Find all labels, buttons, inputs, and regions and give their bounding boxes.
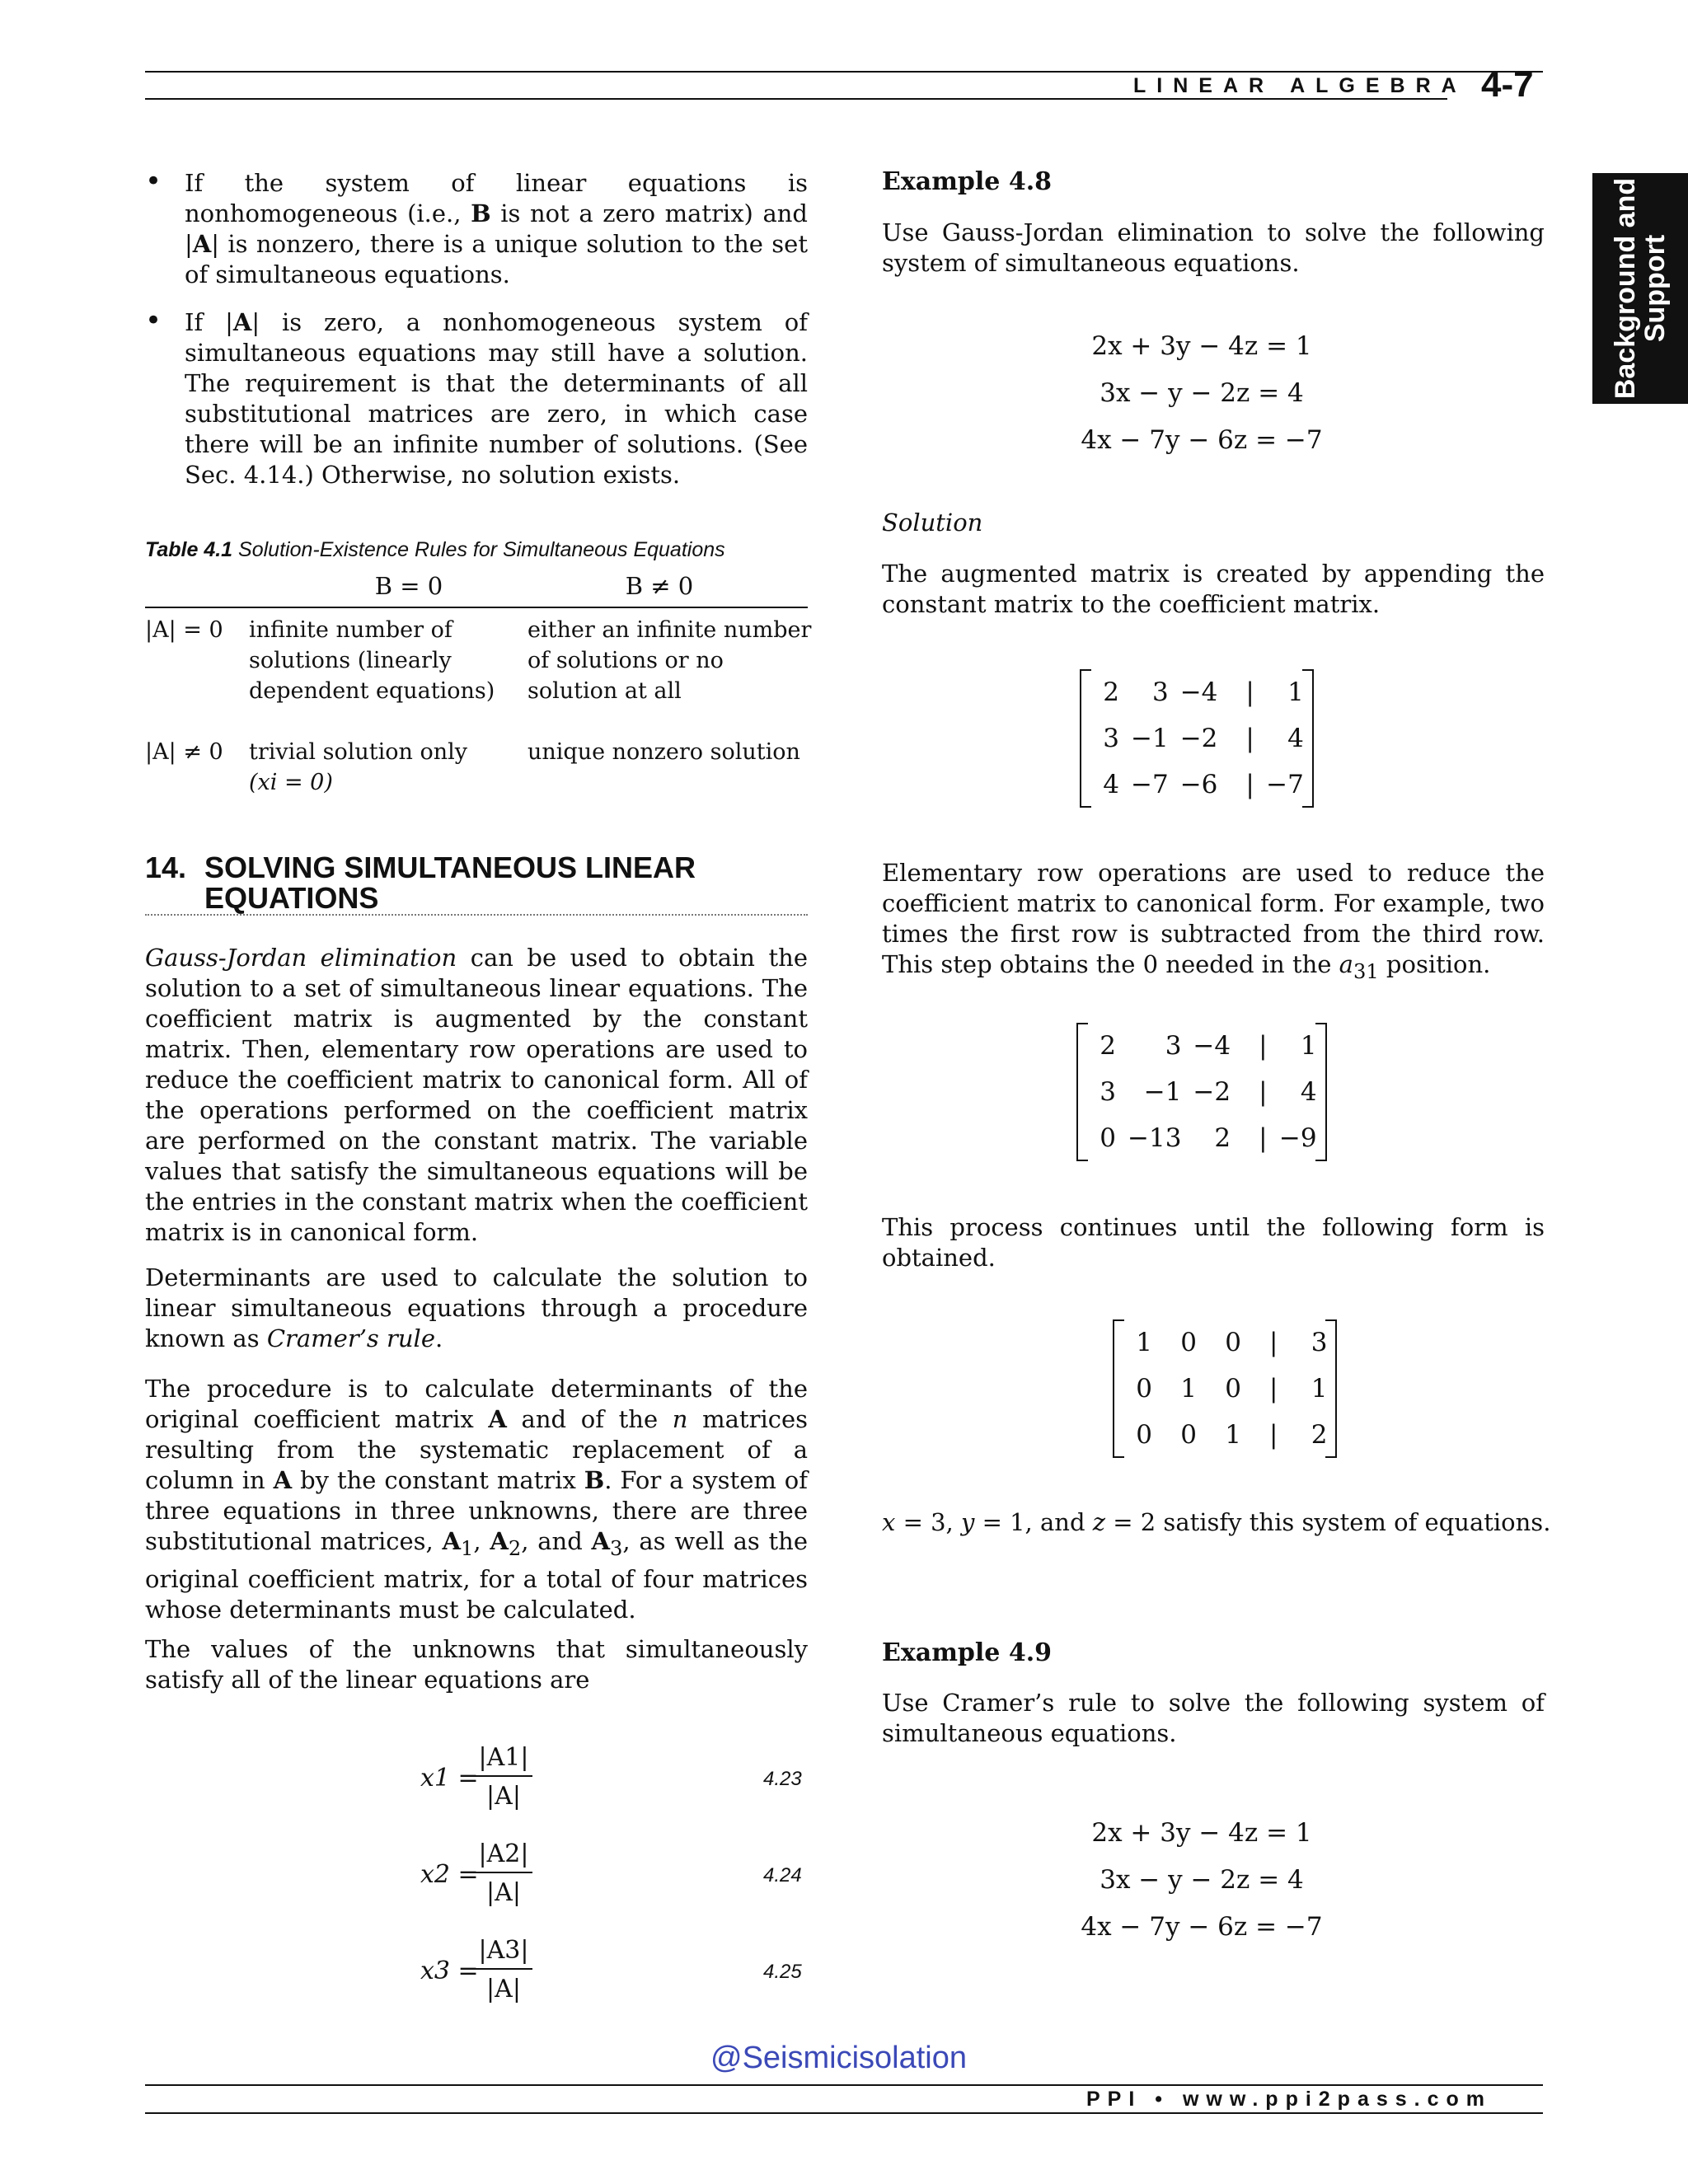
bullet-item: If the system of linear equations is nonhomogeneous (i.e., B is not a zero matrix) and |A| is nonzero, there is a unique solution to the set of simultaneous equations. bbox=[185, 169, 808, 288]
table-cell: infinite number of solutions (linearly dependent equations) bbox=[249, 617, 495, 704]
matrix-cell: 0 bbox=[1136, 1420, 1152, 1450]
matrix-cell: −2 bbox=[1179, 724, 1218, 753]
matrix-cell: 1 bbox=[1287, 677, 1304, 707]
matrix-cell: 2 bbox=[1100, 1031, 1116, 1061]
equation-fraction bbox=[475, 1936, 532, 2004]
matrix-cell: 1 bbox=[1180, 1374, 1197, 1404]
header-rule-bottom bbox=[145, 98, 1447, 100]
equation-number: 4.23 bbox=[763, 1768, 802, 1790]
solution-paragraph: Elementary row operations are used to reduce the coefficient matrix to canonical form. For example, two times the first row is subtracted from the third row. This step obtains the 0 needed in the $a_{31}$ position. bbox=[882, 859, 1545, 983]
matrix-cell: 2 bbox=[1214, 1123, 1231, 1153]
side-tab-line1: Background and bbox=[1610, 177, 1641, 400]
table-row-label: |A| ≠ 0 bbox=[145, 739, 223, 765]
matrix-cell: −1 bbox=[1131, 724, 1169, 753]
matrix-separator: | bbox=[1245, 724, 1254, 753]
matrix-cell: −6 bbox=[1179, 770, 1218, 799]
equation-lhs: x2 = bbox=[420, 1860, 479, 1889]
table-cell: unique nonzero solution bbox=[528, 739, 800, 765]
equation-numerator: |A1| bbox=[475, 1743, 532, 1777]
solution-label: Solution bbox=[882, 509, 983, 537]
equation-numerator: |A2| bbox=[475, 1840, 532, 1873]
matrix-separator: | bbox=[1269, 1420, 1278, 1450]
matrix-cell: 4 bbox=[1287, 724, 1304, 753]
matrix-cell: 3 bbox=[1311, 1328, 1328, 1357]
equation-line: 4x − 7y − 6z = −7 bbox=[1081, 425, 1323, 455]
table-cell-note: (xi = 0) bbox=[249, 770, 333, 795]
matrix-cell: −1 bbox=[1143, 1077, 1182, 1107]
table-cell: trivial solution only bbox=[249, 739, 467, 765]
matrix-row bbox=[1076, 1023, 1317, 1069]
solution-paragraph: This process continues until the following form is obtained. bbox=[882, 1213, 1545, 1272]
table-number: Table 4.1 bbox=[145, 538, 233, 561]
section-title-line1: SOLVING SIMULTANEOUS LINEAR bbox=[204, 851, 696, 884]
matrix-row bbox=[1113, 1319, 1327, 1366]
matrix-cell: −4 bbox=[1193, 1031, 1231, 1061]
matrix-row bbox=[1076, 1069, 1317, 1115]
running-header-title: LINEAR ALGEBRA bbox=[1133, 74, 1467, 97]
matrix-cell: 2 bbox=[1103, 677, 1119, 707]
matrix-cell: 1 bbox=[1311, 1374, 1328, 1404]
header-rule-top bbox=[145, 71, 1543, 73]
equation-line: 2x + 3y − 4z = 1 bbox=[1091, 1818, 1312, 1848]
table-cell: either an infinite number of solutions or no solution at all bbox=[528, 617, 812, 704]
footer-rule-bottom bbox=[145, 2112, 1543, 2114]
matrix-cell: −7 bbox=[1131, 770, 1169, 799]
paragraph: Determinants are used to calculate the solution to linear simultaneous equations through a procedure known as Cramer’s rule. bbox=[145, 1263, 808, 1352]
matrix-cell: 0 bbox=[1180, 1328, 1197, 1357]
bullet-symbol: • bbox=[145, 304, 162, 337]
equation-lhs: x1 = bbox=[420, 1764, 479, 1793]
matrix-separator: | bbox=[1259, 1123, 1268, 1153]
matrix-cell: 0 bbox=[1225, 1374, 1241, 1404]
matrix-right-bracket bbox=[1315, 1023, 1327, 1161]
example-intro: Use Cramer’s rule to solve the following system of simultaneous equations. bbox=[882, 1689, 1545, 1747]
section-rule bbox=[145, 914, 808, 916]
side-tab-label bbox=[1611, 178, 1670, 399]
matrix-separator: | bbox=[1245, 770, 1254, 799]
matrix-cell: 1 bbox=[1300, 1031, 1317, 1061]
matrix-cell: −4 bbox=[1179, 677, 1218, 707]
table-col-header: B ≠ 0 bbox=[625, 572, 694, 600]
equation-numerator: |A3| bbox=[475, 1936, 532, 1970]
side-tab-line2: Support bbox=[1639, 234, 1671, 343]
footer-rule-top bbox=[145, 2084, 1543, 2086]
matrix-cell: −7 bbox=[1266, 770, 1304, 799]
equation-number: 4.24 bbox=[763, 1864, 802, 1886]
table-col-header: B = 0 bbox=[374, 572, 443, 600]
equation-system bbox=[996, 323, 1408, 464]
matrix-separator: | bbox=[1269, 1374, 1278, 1404]
matrix-separator: | bbox=[1259, 1031, 1268, 1061]
equation-system bbox=[996, 1810, 1408, 1951]
solution-conclusion: x = 3, y = 1, and z = 2 satisfy this system of equations. bbox=[882, 1508, 1551, 1536]
matrix-row bbox=[1113, 1412, 1327, 1458]
paragraph: The values of the unknowns that simultaneously satisfy all of the linear equations are bbox=[145, 1635, 808, 1694]
solution-paragraph: The augmented matrix is created by appending the constant matrix to the coefficient matrix. bbox=[882, 560, 1545, 618]
canonical-matrix bbox=[1113, 1319, 1337, 1458]
matrix-cell: −9 bbox=[1278, 1123, 1317, 1153]
equation-number: 4.25 bbox=[763, 1961, 802, 1983]
example-title: Example 4.9 bbox=[882, 1638, 1053, 1667]
section-number: 14. bbox=[145, 851, 187, 884]
matrix-row bbox=[1080, 762, 1304, 808]
matrix-cell: 0 bbox=[1136, 1374, 1152, 1404]
matrix-cell: 3 bbox=[1100, 1077, 1116, 1107]
equation-denominator: |A| bbox=[486, 1975, 521, 2004]
example-title: Example 4.8 bbox=[882, 167, 1053, 196]
equation-line: 3x − y − 2z = 4 bbox=[1100, 1865, 1304, 1895]
reduced-matrix-step bbox=[1076, 1023, 1327, 1161]
matrix-separator: | bbox=[1245, 677, 1254, 707]
table-caption bbox=[145, 538, 725, 562]
page-number: 4-7 bbox=[1481, 64, 1534, 105]
equation-fraction bbox=[475, 1840, 532, 1907]
matrix-cell: −2 bbox=[1193, 1077, 1231, 1107]
bullet-symbol: • bbox=[145, 165, 162, 198]
matrix-row bbox=[1113, 1366, 1327, 1412]
equation-denominator: |A| bbox=[486, 1878, 521, 1907]
matrix-cell: 0 bbox=[1100, 1123, 1116, 1153]
matrix-left-bracket bbox=[1076, 1023, 1088, 1161]
matrix-cell: 0 bbox=[1225, 1328, 1241, 1357]
matrix-separator: | bbox=[1259, 1077, 1268, 1107]
matrix-right-bracket bbox=[1302, 669, 1314, 808]
matrix-cell: 3 bbox=[1151, 677, 1169, 707]
bullet-item: If |A| is zero, a nonhomogeneous system of simultaneous equations may still have a solution. The requirement is that the determinants of all substitutional matrices are zero, in which case there will be an infinite number of solutions. (See Sec. 4.14.) Otherwise, no solution exists. bbox=[185, 308, 808, 489]
section-title-line2: EQUATIONS bbox=[204, 881, 379, 915]
augmented-matrix bbox=[1080, 669, 1314, 808]
example-intro: Use Gauss-Jordan elimination to solve the following system of simultaneous equations. bbox=[882, 218, 1545, 277]
equation-lhs: x3 = bbox=[420, 1957, 479, 1985]
matrix-cell: 0 bbox=[1180, 1420, 1197, 1450]
table-caption-text: Solution-Existence Rules for Simultaneous Equations bbox=[238, 538, 725, 561]
matrix-cell: 1 bbox=[1136, 1328, 1152, 1357]
equation-fraction bbox=[475, 1743, 532, 1811]
footer-publisher: PPI • www.ppi2pass.com bbox=[1086, 2088, 1493, 2111]
equation-line: 2x + 3y − 4z = 1 bbox=[1091, 331, 1312, 361]
equation-line: 4x − 7y − 6z = −7 bbox=[1081, 1912, 1323, 1942]
table-header-rule bbox=[145, 607, 808, 608]
matrix-left-bracket bbox=[1080, 669, 1091, 808]
matrix-separator: | bbox=[1269, 1328, 1278, 1357]
equation-denominator: |A| bbox=[486, 1782, 521, 1811]
watermark: @Seismicisolation bbox=[710, 2041, 968, 2075]
matrix-cell: 3 bbox=[1103, 724, 1119, 753]
matrix-cell: 4 bbox=[1300, 1077, 1317, 1107]
matrix-left-bracket bbox=[1113, 1319, 1124, 1458]
paragraph: Gauss-Jordan elimination can be used to obtain the solution to a set of simultaneous linear equations. The coefficient matrix is augmented by the constant matrix. Then, elementary row operations are used to reduce the coefficient matrix to canonical form. All of the operations performed on the coefficient matrix are performed on the constant matrix. The variable values that satisfy the simultaneous equations will be the entries in the constant matrix when the coefficient matrix is in canonical form. bbox=[145, 944, 808, 1246]
matrix-cell: 3 bbox=[1165, 1031, 1182, 1061]
matrix-cell: 1 bbox=[1225, 1420, 1241, 1450]
matrix-cell: −13 bbox=[1128, 1123, 1182, 1153]
equation-line: 3x − y − 2z = 4 bbox=[1100, 378, 1304, 408]
side-tab bbox=[1592, 173, 1688, 404]
matrix-row bbox=[1080, 669, 1304, 715]
matrix-right-bracket bbox=[1325, 1319, 1337, 1458]
matrix-cell: 4 bbox=[1103, 770, 1119, 799]
paragraph: The procedure is to calculate determinants of the original coefficient matrix A and of the n matrices resulting from the systematic replacement of a column in A by the constant matrix B. For a system of three equations in three unknowns, there are three substitutional matrices, $A_1$, $A_2$, and $A_3$, as well as the original coefficient matrix, for a total of four matrices whose determinants must be calculated. bbox=[145, 1375, 809, 1624]
matrix-row bbox=[1076, 1115, 1317, 1161]
matrix-row bbox=[1080, 715, 1304, 762]
matrix-cell: 2 bbox=[1311, 1420, 1328, 1450]
table-row-label: |A| = 0 bbox=[145, 617, 223, 643]
